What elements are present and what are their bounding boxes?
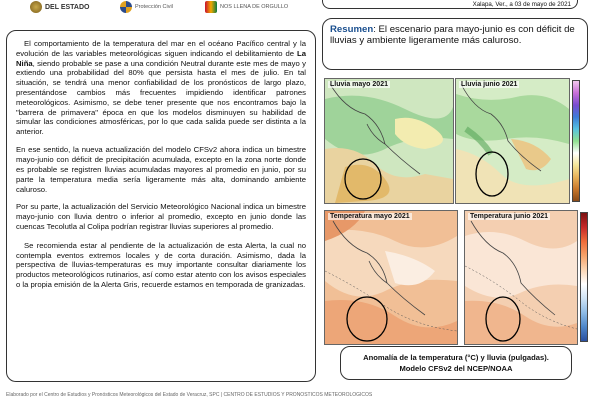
paragraph-1 [16,39,306,137]
temp-may-map [324,210,458,345]
rain-may-map [324,78,454,204]
rain-may-title: Lluvia mayo 2021 [330,81,388,88]
rain-colorbar [572,80,580,202]
state-logo-text: DEL ESTADO [45,3,90,11]
rain-june-field [456,79,569,203]
paragraph-3: Por su parte, la actualización del Servicio Meteorológico Nacional indica un bimestre mayo-junio con lluvia dentro o inferior al promedio, excepto en junio donde las cuencas Tecolutla al Colipa podrían registrar lluvias superiores al promedio. [16,202,306,232]
pride-logo [205,0,288,14]
la-nina-bold: La Niña [16,48,306,68]
bulletin-text-panel [6,30,316,382]
footer: Elaborado por el Centro de Estudios y Pronósticos Meteorológicos del Estado de Veracruz, SPC | CENTRO DE ESTUDIOS Y PRONÓSTICOS METEOROLÓGICOS [6,392,373,398]
temp-june-map [464,210,578,345]
summary-text: : El escenario para mayo-junio es con déficit de lluvias y ambiente ligeramente más caluroso. [330,24,575,47]
civil-protection-emblem-icon [120,1,132,13]
paragraph-4: Se recomienda estar al pendiente de la actualización de esta Alerta, la cual no contempla eventos extremos locales y de corta duración. Asimismo, dada la perspectiva de lluvias-temperaturas es muy importante consultar diariamente los productos meteorológicos rutinarios, así como estar atento con los avisos especiales o la propia emisión de la Alerta Gris, recuerde estamos en temporada de granizadas. [16,240,306,290]
civil-protection-logo-text: Protección Civil [135,4,173,10]
p1-text-b: , siendo probable se pase a una condición Neutral durante este mes de mayo y extiendo una probabilidad del 80% que persista hasta el mes de julio. En tal situación, se tendrá una menor confiabilidad de los pronósticos de largo plazo, presentándose cambios más frecuentes impidiendo identificar patrones meteorológicos. Asimismo, se debe tener presente que nos encontramos bajo la "barrera de primavera" época en que los modelos disminuyen su habilidad de simular las condiciones atmosféricas, por lo que cada salida puede ser distinta a la anterior. [16,58,306,137]
temp-colorbar [580,212,588,342]
pride-logo-text: NOS LLENA DE ORGULLO [220,4,289,10]
paragraph-2: En ese sentido, la nueva actualización del modelo CFSv2 ahora indica un bimestre mayo-junio con déficit de precipitación acumulada, excepto en la zona norte donde es probable se registren lluvias acumuladas mayores al promedio en junio, por su parte la temperatura media sería ligeramente más alta, dominando ambiente caluroso. [16,145,306,194]
pride-emblem-icon [205,1,217,13]
temp-may-title: Temperatura mayo 2021 [330,213,410,220]
date-box: Xalapa, Ver., a 03 de mayo de 2021 [322,0,578,9]
temp-june-title: Temperatura junio 2021 [470,213,549,220]
rain-june-title: Lluvia junio 2021 [461,81,518,88]
rain-june-map [455,78,570,204]
rain-may-field [325,79,453,203]
summary-label: Resumen [330,24,374,35]
state-emblem-icon [30,1,42,13]
caption-line-2: Modelo CFSv2 del NCEP/NOAA [399,364,513,373]
state-logo [30,0,89,14]
summary-box [322,18,588,70]
figure-caption [340,346,572,380]
temp-may-field [325,211,457,344]
civil-protection-logo [120,0,173,14]
p1-text-a: El comportamiento de la temperatura del mar en el océano Pacífico central y la evolución de las variables meteorológicas siguen indicando el debilitamiento de [16,39,306,58]
temp-june-field [465,211,577,344]
caption-line-1: Anomalía de la temperatura (°C) y lluvia (pulgadas). [363,353,549,362]
